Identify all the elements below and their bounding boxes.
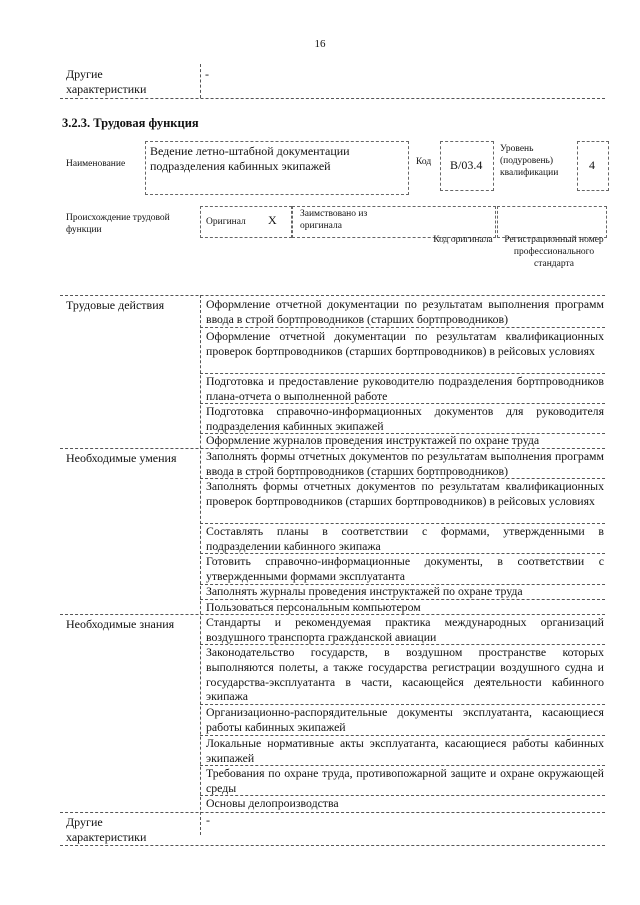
knowledge-item-4: Локальные нормативные акты эксплуатанта, касающиеся работы кабинных экипажей (206, 736, 604, 765)
code-label: Код (416, 157, 432, 167)
actions-item-5: Оформление журналов проведения инструктажей по охране труда (206, 433, 540, 447)
code-value: B/03.4 (450, 158, 483, 172)
skills-label: Необходимые умения (66, 451, 177, 465)
level-value: 4 (589, 158, 595, 172)
section-title: 3.2.3. Трудовая функция (62, 116, 199, 130)
knowledge-label: Необходимые знания (66, 617, 175, 631)
bottom-other-label: Другие характеристики (66, 815, 147, 844)
skills-item-6: Пользоваться персональным компьютером (206, 600, 421, 614)
skills-item-4: Готовить справочно-информационные документы, в соответствии с утвержденными формами эксплуатанта (206, 554, 604, 583)
reg-number-label: Регистрационный номер профессионального стандарта (504, 235, 604, 269)
top-other-label: Другие характеристики (66, 67, 147, 96)
section-line (60, 812, 605, 813)
page-number: 16 (314, 38, 326, 50)
name-label: Наименование (66, 159, 126, 169)
original-mark: X (268, 213, 277, 227)
level-label: Уровень (подуровень) квалификации (500, 144, 559, 178)
origin-label: Происхождение трудовой функции (66, 213, 170, 235)
knowledge-item-3: Организационно-распорядительные документы эксплуатанта, касающиеся работы кабинных экипажей (206, 705, 604, 734)
table-top-line (60, 295, 605, 296)
actions-item-2: Оформление отчетной документации по результатам квалификационных проверок бортпроводников (старших бортпроводников) в рейсовых условиях (206, 329, 604, 358)
knowledge-item-6: Основы делопроизводства (206, 796, 339, 810)
bottom-other-value: - (206, 813, 210, 827)
knowledge-item-5: Требования по охране труда, противопожарной защите и охране окружающей среды (206, 766, 604, 795)
skills-item-5: Заполнять журналы проведения инструктажей по охране труда (206, 584, 523, 598)
original-label: Оригинал (206, 217, 246, 227)
actions-item-1: Оформление отчетной документации по результатам выполнения программ ввода в строй бортпроводников (старших бортпроводников) (206, 297, 604, 326)
code-original-label: Код оригинала (433, 235, 493, 245)
actions-item-3: Подготовка и предоставление руководителю подразделения бортпроводников плана-отчета о выполненной работе (206, 374, 604, 403)
name-value: Ведение летно-штабной документации подразделения кабинных экипажей (150, 144, 350, 173)
borrowed-label: Заимствовано из оригинала (300, 209, 368, 231)
table-divider (200, 295, 201, 835)
table-bottom-line (60, 845, 605, 846)
knowledge-item-1: Стандарты и рекомендуемая практика международных организаций воздушного транспорта гражданской авиации (206, 615, 604, 644)
skills-item-2: Заполнять формы отчетных документов по результатам квалификационных проверок бортпроводников (старших бортпроводников) в рейсовых условиях (206, 479, 604, 508)
row-line (200, 327, 605, 328)
top-other-value: - (205, 67, 209, 81)
knowledge-item-2: Законодательство государств, в воздушном пространстве которых выполняются полеты, а также государства регистрации воздушного судна и государства-эксплуатанта в части, касающейся деятельности кабинного экипажа (206, 645, 604, 704)
skills-item-1: Заполнять формы отчетных документов по результатам выполнения программ ввода в строй бортпроводников (старших бортпроводников) (206, 449, 604, 478)
actions-label: Трудовые действия (66, 298, 165, 312)
skills-item-3: Составлять планы в соответствии с формами, утвержденными в подразделении кабинного экипажа (206, 524, 604, 553)
top-row-line (60, 98, 605, 99)
actions-item-4: Подготовка справочно-информационных документов для руководителя подразделения кабинных экипажей (206, 404, 604, 433)
top-row-divider (200, 64, 201, 98)
